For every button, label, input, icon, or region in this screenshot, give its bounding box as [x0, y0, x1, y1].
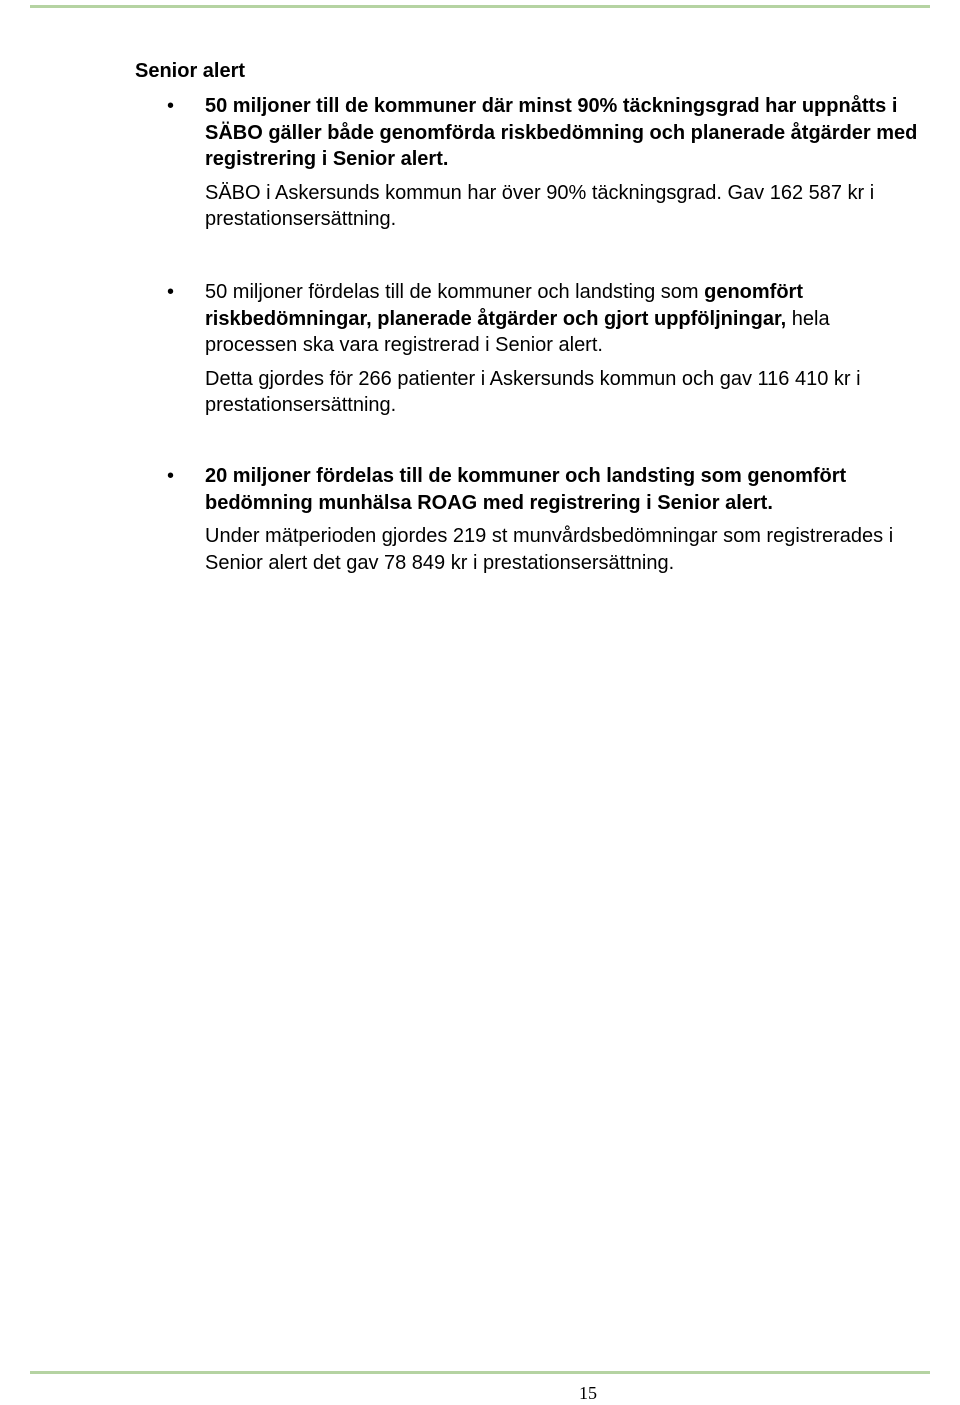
- bullet-item: [167, 463, 925, 576]
- bullet-2-detail-text: Detta gjordes för 266 patienter i Askersunds kommun och gav 116 410 kr i prestationsersättning.: [205, 367, 861, 416]
- bottom-rule: [30, 1371, 930, 1374]
- section-heading: Senior alert: [135, 60, 246, 82]
- bullet-item: [167, 93, 925, 233]
- bullet-item: [167, 279, 925, 419]
- bullet-dot: •: [167, 465, 175, 487]
- bullet-2-bold: genomfört riskbedömningar, planerade åtgärder och gjort uppföljningar,: [205, 281, 804, 330]
- bullet-1-bold-text: 50 miljoner till de kommuner där minst 90% täckningsgrad har uppnåtts i SÄBO gäller både genomförda riskbedömning och planerade åtgärder med registrering i Senior alert.: [205, 95, 918, 170]
- bullet-2-main-text: [205, 279, 925, 359]
- bullet-dot: •: [167, 95, 175, 117]
- page-number: 15: [579, 1383, 597, 1403]
- bullet-3-detail-text: Under mätperioden gjordes 219 st munvårdsbedömningar som registrerades i Senior alert det gav 78 849 kr i prestationsersättning.: [205, 525, 894, 574]
- bullet-2-prefix: 50 miljoner fördelas till de kommuner och landsting som: [205, 281, 705, 303]
- bullet-dot: •: [167, 281, 175, 303]
- bullet-2-suffix: hela processen ska vara registrerad i Senior alert.: [205, 307, 830, 356]
- bullet-1-detail-text: SÄBO i Askersunds kommun har över 90% täckningsgrad. Gav 162 587 kr i prestationsersättning.: [205, 181, 875, 230]
- top-rule: [30, 5, 930, 8]
- bullet-3-bold-text: 20 miljoner fördelas till de kommuner och landsting som genomfört bedömning munhälsa ROAG med registrering i Senior alert.: [205, 465, 847, 514]
